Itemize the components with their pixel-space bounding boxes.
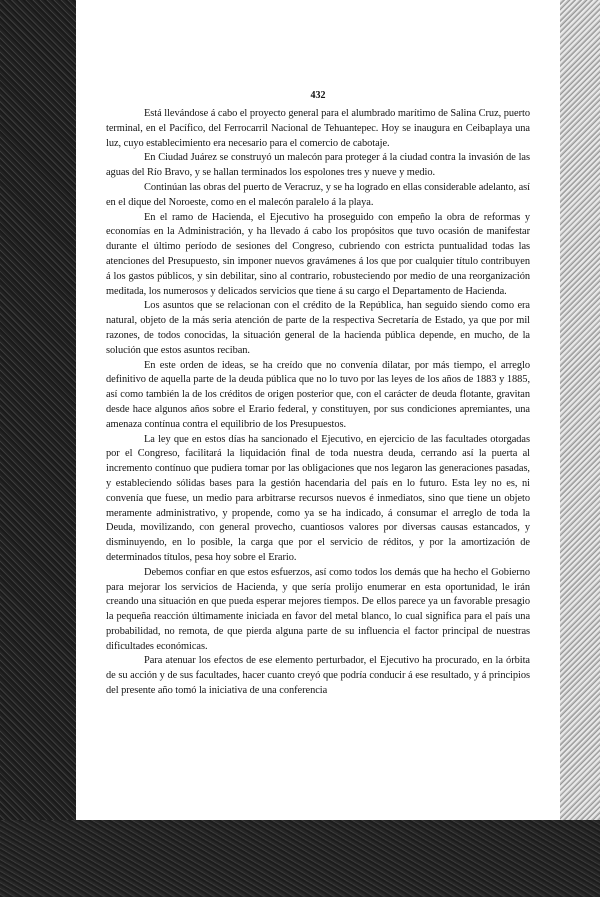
paragraph-puerto-veracruz: Continúan las obras del puerto de Veracruz, y se ha logrado en ellas considerable adelanto, así en el dique del Noroeste, como en el malecón paralelo á la playa. <box>106 181 531 208</box>
scan-border-left <box>0 0 76 897</box>
paragraph-ciudad-juarez: En Ciudad Juárez se construyó un malecón para proteger á la ciudad contra la invasión de las aguas del Río Bravo, y se hallan terminados los espolones tres y nueve y medio. <box>106 152 530 179</box>
paragraph-ramo-hacienda: En el ramo de Hacienda, el Ejecutivo ha proseguido con empeño la obra de reformas y economías en la Administración, y ha llevado á cabo los propósitos que tuvo ocasión de manifestar durante el último período de sesiones del Congreso, cubriendo con estricta puntualidad todas las atenciones del Presupuesto, sin imponer nuevos gravámenes á los que por cualquier título contribuyen á los gastos públicos, y sin debilitar, sino al contrario, robusteciendo por medio de una reorganización meditada, los numerosos y delicados servicios que tiene á su cargo el Departamento de Hacienda. <box>106 211 530 297</box>
paragraph-deuda-publica: En este orden de ideas, se ha creído que no convenía dilatar, por más tiempo, el arreglo definitivo de aquella parte de la deuda pública que no lo tuvo por las leyes de los años de 1883 y 1885, así como también la de los créditos de origen posterior que, con el carácter de deuda flotante, gravitan desde hace algunos años sobre el Erario federal, y constituyen, por sus condiciones apremiantes, una amenaza contínua contra el equilibrio de los Presupuestos. <box>106 359 530 430</box>
document-page <box>76 0 560 820</box>
paragraph-ley-facultades: La ley que en estos días ha sancionado el Ejecutivo, en ejercicio de las facultades otorgadas por el Congreso, facilitará la liquidación final de toda nuestra deuda, cerrando así la puerta al incremento contínuo que pudiera tomar por las obligaciones que nos legaron las generaciones pasadas, y estableciendo sólidas bases para la gestión hacendaria del país en lo futuro. Esta ley no es, ni convenía que fuese, un medio para arbitrarse recursos nuevos é inmediatos, sino que tiene un objeto meramente administrativo, y propende, como ya se ha indicado, á consumar el arreglo de toda la Deuda, movilizando, con general provecho, cuantiosos valores por diversas causas estancados, y disminuyendo, en lo posible, la carga que por el servicio de réditos, y por la amortización de determinados títulos, pesa hoy sobre el Erario. <box>106 433 530 563</box>
page-number: 432 <box>310 90 326 101</box>
scan-border-right <box>560 0 600 897</box>
paragraph-credito-republica: Los asuntos que se relacionan con el crédito de la República, han seguido siendo como era natural, objeto de la más seria atención de parte de la respectiva Secretaría de Estado, ya que por mil razones, de todos conocidas, la situación general de la hacienda pública depende, en mucho, de la solución que estos asuntos reciban. <box>106 300 530 356</box>
paragraph-esfuerzos-gobierno: Debemos confiar en que estos esfuerzos, así como todos los demás que ha hecho el Gobierno para mejorar los servicios de Hacienda, y que sería prolijo enumerar en esta oportunidad, le irán creando una situación en que pueda esperar mejores tiempos. De ellos parece ya un favorable presagio la pequeña reacción últimamente iniciada en favor del metal blanco, lo cual significa para el país una probabilidad, no remota, de que pierda alguna parte de su influencia el factor principal de nuestras dificultades económicas. <box>106 566 530 652</box>
paragraph-alumbrado-maritimo: Está llevándose á cabo el proyecto general para el alumbrado marítimo de Salina Cruz, puerto terminal, en el Pacífico, del Ferrocarril Nacional de Tehuantepec. Hoy se inaugura en Ceibaplaya una luz, cuyo establecimiento era necesario para el comercio de cabotaje. <box>106 108 530 149</box>
scan-border-bottom <box>0 820 600 897</box>
paragraph-elemento-perturbador: Para atenuar los efectos de ese elemento perturbador, el Ejecutivo ha procurado, en la órbita de su acción y de sus facultades, hacer cuanto creyó que podría conducir á ese resultado, y á principios del presente año tomó la iniciativa de una conferencia <box>106 655 530 697</box>
